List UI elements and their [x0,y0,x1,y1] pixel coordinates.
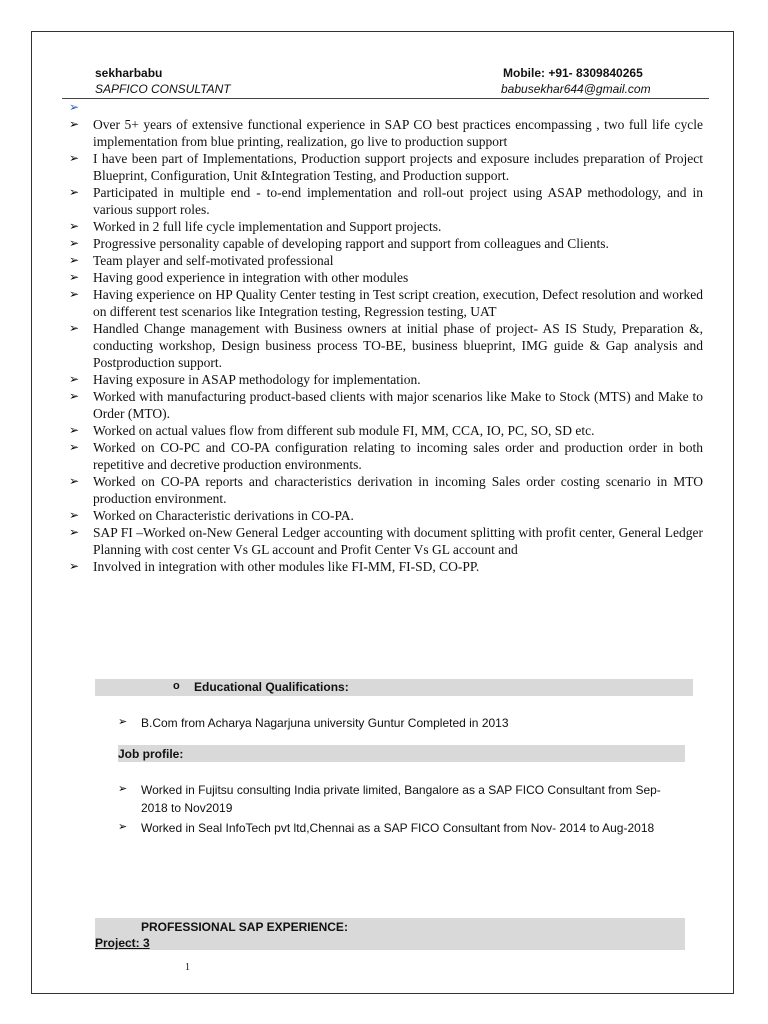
list-item: ➢ Worked with manufacturing product-based clients with major scenarios like Make to Stock (MTS) and Make to Order (MTO). [69,389,703,421]
list-item [69,99,703,116]
list-item: ➢ Having good experience in integration with other modules [69,270,409,285]
list-item: ➢ Team player and self-motivated professional [69,253,334,268]
job-item: Worked in Seal InfoTech pvt ltd,Chennai as a SAP FICO Consultant from Nov- 2014 to Aug-2018 [141,821,655,835]
list-item: ➢ SAP FI –Worked on-New General Ledger accounting with document splitting with profit center, General Ledger Planning with cost center Vs GL account and Profit Center Vs GL account and [69,525,703,557]
arrow-bullet-icon: ➢ [69,372,80,386]
professional-heading: PROFESSIONAL SAP EXPERIENCE: [141,920,348,934]
education-heading-band [95,679,693,696]
mobile-number: Mobile: +91- 8309840265 [503,66,643,80]
arrow-bullet-icon: ➢ [118,820,128,833]
arrow-bullet-icon: ➢ [69,287,80,301]
page-number: 1 [185,962,190,973]
list-item: ➢ Worked on CO-PA reports and characteristics derivation in incoming Sales order costing scenario in MTO production environment. [69,474,703,506]
arrow-bullet-icon: ➢ [69,100,80,114]
list-item: ➢ Worked on CO-PC and CO-PA configuration relating to incoming sales order and production order in both repetitive and decretive production environments. [69,440,703,472]
arrow-bullet-icon: ➢ [69,219,80,233]
arrow-bullet-icon: ➢ [69,389,80,403]
education-marker: o [173,680,180,692]
job-profile-heading: Job profile: [118,747,184,761]
list-item: ➢ Worked on actual values flow from different sub module FI, MM, CCA, IO, PC, SO, SD etc. [69,423,595,438]
list-item: ➢ I have been part of Implementations, Production support projects and exposure includes preparation of Project Blueprint, Configuration, Unit &Integration Testing, and Production support. [69,151,703,183]
candidate-name: sekharbabu [95,66,163,80]
arrow-bullet-icon: ➢ [118,715,128,728]
list-item: ➢ Worked in 2 full life cycle implementation and Support projects. [69,219,442,234]
arrow-bullet-icon: ➢ [69,117,80,131]
summary-list [69,99,703,575]
email-address: babusekhar644@gmail.com [501,82,651,96]
arrow-bullet-icon: ➢ [69,423,80,437]
job-item: Worked in Fujitsu consulting India private limited, Bangalore as a SAP FICO Consultant from Sep-2018 to Nov2019 [141,783,661,815]
arrow-bullet-icon: ➢ [69,508,80,522]
project-label: Project: 3 [95,936,150,950]
job-profile-heading-band [118,745,685,762]
arrow-bullet-icon: ➢ [69,236,80,250]
arrow-bullet-icon: ➢ [69,253,80,267]
arrow-bullet-icon: ➢ [69,185,80,199]
list-item: ➢ Having experience on HP Quality Center testing in Test script creation, execution, Defect resolution and worked on different test scenarios like Integration testing, Regression testing, UAT [69,287,703,319]
arrow-bullet-icon: ➢ [69,525,80,539]
arrow-bullet-icon: ➢ [69,559,80,573]
arrow-bullet-icon: ➢ [69,440,80,454]
arrow-bullet-icon: ➢ [118,782,128,795]
list-item: ➢ Participated in multiple end - to-end implementation and roll-out project using ASAP methodology, and in various support roles. [69,185,703,217]
list-item: ➢ Progressive personality capable of developing rapport and support from colleagues and Clients. [69,236,609,251]
list-item: ➢ Handled Change management with Business owners at initial phase of project- AS IS Study, Preparation &, conducting workshop, Design business process TO-BE, business blueprint, IMG guide & Gap analysis and Postproduction support. [69,321,703,370]
arrow-bullet-icon: ➢ [69,151,80,165]
education-heading: Educational Qualifications: [194,680,349,694]
candidate-title: SAPFICO CONSULTANT [95,82,231,96]
list-item: ➢ Involved in integration with other modules like FI-MM, FI-SD, CO-PP. [69,559,480,574]
list-item: ➢ Over 5+ years of extensive functional experience in SAP CO best practices encompassing , two full life cycle implementation from blue printing, realization, go live to production support [69,117,703,149]
education-item: B.Com from Acharya Nagarjuna university Guntur Completed in 2013 [141,716,509,730]
arrow-bullet-icon: ➢ [69,270,80,284]
arrow-bullet-icon: ➢ [69,321,80,335]
arrow-bullet-icon: ➢ [69,474,80,488]
list-item: ➢ Having exposure in ASAP methodology for implementation. [69,372,421,387]
list-item: ➢ Worked on Characteristic derivations in CO-PA. [69,508,354,523]
